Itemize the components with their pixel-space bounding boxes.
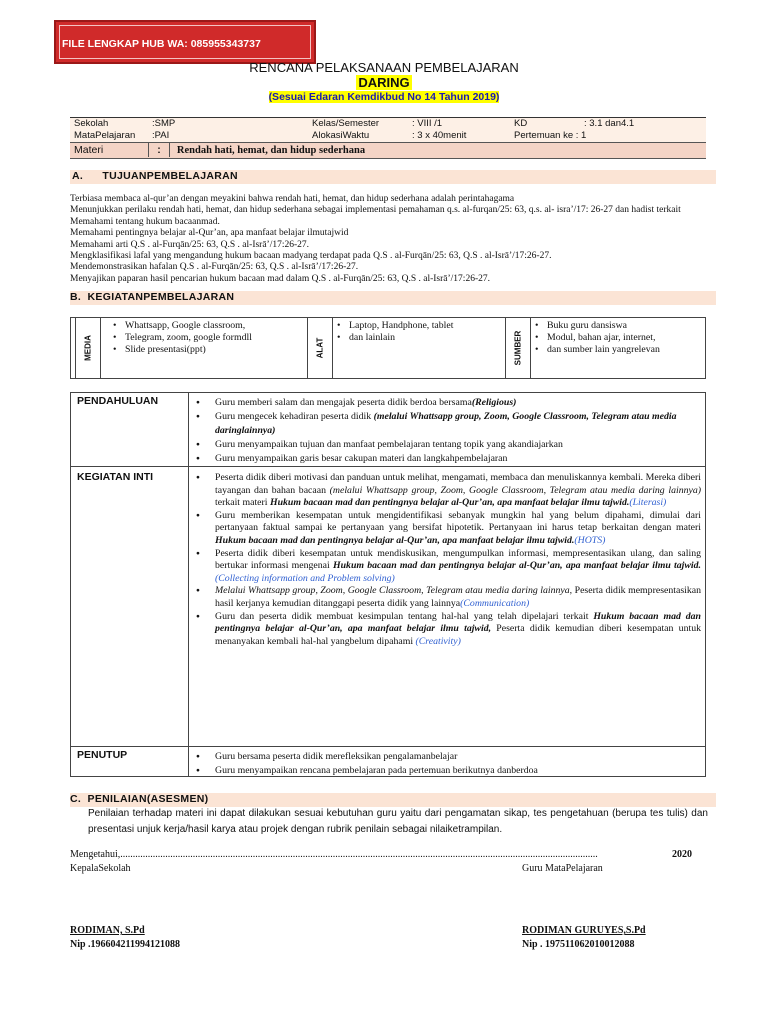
mengetahui-label: Mengetahui, xyxy=(70,849,121,860)
pendahuluan-text-1: Guru memberi salam dan mengajak peserta didik berdoa bersama xyxy=(215,397,472,408)
document-note xyxy=(0,91,768,103)
section-b-heading xyxy=(70,291,716,305)
activities-divider-2 xyxy=(71,746,705,747)
objective-item: Menyajikan paparan hasil pencarian hukum bacaan mad dalam Q.S . al-Furqān/25: 63, Q.S . al-Isrā’/17:26-27. xyxy=(70,273,490,284)
media-item: • Slide presentasi(ppt) xyxy=(109,344,252,356)
materi-colon: : xyxy=(148,143,170,157)
inti-italic: (melalui Whattsapp group, Zoom, Google Classroom, Telegram atau media daring lainnya) xyxy=(329,484,701,496)
left-signer-name: RODIMAN, S.Pd xyxy=(70,925,145,936)
cell-value-mapel: :PAI xyxy=(152,130,170,141)
cell-value-sekolah: :SMP xyxy=(152,118,176,129)
cell-pertemuan: Pertemuan ke : 1 xyxy=(514,130,587,141)
cell-label-kelas: Kelas/Semester xyxy=(312,118,380,129)
alat-item: • Laptop, Handphone, tablet xyxy=(333,320,453,332)
media-table xyxy=(70,317,706,379)
inti-text: Guru dan peserta didik membuat kesimpulan tentang hal-hal yang telah dipelajari terkait xyxy=(215,610,594,622)
document-subtitle xyxy=(0,75,768,90)
inti-item-literasi xyxy=(195,472,701,510)
inti-emph: Hukum bacaan mad dan pentingnya belajar al-Qur’an, apa manfaat belajar ilmu tajwid, xyxy=(215,610,701,635)
materi-label: Materi xyxy=(74,144,104,156)
sumber-item: • Modul, bahan ajar, internet, xyxy=(531,332,660,344)
section-a-heading xyxy=(70,170,716,184)
penutup-item: ● Guru menyampaikan rencana pembelajaran pada pertemuan berikutnya danberdoa xyxy=(195,764,701,778)
media-label: MEDIA xyxy=(83,335,93,361)
pendahuluan-emph-2: (melalui Whattsapp group, Zoom, Google Classroom, Telegram atau media daringlainnya) xyxy=(215,411,677,436)
right-signer-nip: Nip . 197511062010012088 xyxy=(522,939,635,950)
inti-item-collecting xyxy=(195,548,701,586)
left-signer-nip: Nip .196604211994121088 xyxy=(70,939,181,950)
cell-value-kd: : 3.1 dan4.1 xyxy=(584,118,635,129)
inti-item-communication xyxy=(195,585,701,610)
pendahuluan-item xyxy=(195,396,701,410)
sumber-label-cell xyxy=(505,318,531,378)
contact-banner xyxy=(54,20,316,64)
sumber-label: SUMBER xyxy=(513,330,523,366)
section-a-title: A. TUJUANPEMBELAJARAN xyxy=(72,170,238,182)
inti-italic: Melalui Whattsapp group, Zoom, Google Classroom, Telegram atau media daring lainnya, xyxy=(215,585,573,597)
inti-tag-creativity: (Creativity) xyxy=(415,635,461,647)
materi-row xyxy=(70,143,706,159)
objective-item: Menunjukkan perilaku rendah hati, hemat, dan hidup sederhana sebagai implementasi pemahaman q.s. al-furqan/25: 63, q.s. al- isra’/17: 26-27 dan hadist terkait xyxy=(70,205,681,216)
materi-value: Rendah hati, hemat, dan hidup sederhana xyxy=(176,145,366,156)
materi-content xyxy=(148,143,706,159)
alat-label-cell xyxy=(307,318,333,378)
alat-item-continued xyxy=(333,332,453,344)
objective-item: Terbiasa membaca al-qur’an dengan meyakini bahwa rendah hati, hemat, dan hidup sederhana adalah perintahagama xyxy=(70,194,515,204)
note-highlight: (Sesuai Edaran Kemdikbud No 14 Tahun 2019) xyxy=(268,91,500,103)
cell-label-alokasi: AlokasiWaktu xyxy=(312,130,370,141)
cell-label-kd: KD xyxy=(514,118,528,129)
activities-divider-1 xyxy=(71,466,705,467)
media-list xyxy=(109,320,252,356)
objective-item: Memahami pentingnya belajar al-Qur’an, apa manfaat belajar ilmutajwid xyxy=(70,228,349,239)
identity-row-2 xyxy=(70,130,706,143)
inti-list xyxy=(195,472,701,648)
banner-text: FILE LENGKAP HUB WA: 085955343737 xyxy=(62,38,261,50)
alat-list xyxy=(333,320,453,344)
pendahuluan-item: ● Guru menyampaikan tujuan dan manfaat pembelajaran tentang topik yang akandiajarkan xyxy=(195,438,701,452)
inti-tag-literasi: (Literasi) xyxy=(629,497,667,509)
subtitle-highlight: DARING xyxy=(358,75,410,90)
cell-label-sekolah: Sekolah xyxy=(74,118,109,129)
inti-text: Peserta didik kemudian diberi kesempatan untuk menanyakan kembali hal-hal yangbelum dipahami xyxy=(215,623,701,647)
penutup-list xyxy=(195,750,701,778)
cell-label-mapel: MataPelajaran xyxy=(74,130,136,141)
inti-text: Guru memberikan kesempatan untuk mengidentifikasi sebanyak mungkin hal yang belum dipahami, dimulai dari pertanyaan faktual sampai ke pertanyaan yang bersifat hipotetik. Pertanyaan ini harus tetap berkaitan dengan materi xyxy=(215,509,701,534)
media-item-continued xyxy=(109,332,252,344)
objective-item: Mengklasifikasi lafal yang mengandung hukum bacaan madyang terdapat pada Q.S . al-Furqān/25: 63, Q.S . al-Isrā’/17:26-27. xyxy=(70,251,552,262)
media-label-cell xyxy=(75,318,101,378)
objective-item: Memahami arti Q.S . al-Furqān/25: 63, Q.S . al-Isrā’/17:26-27. xyxy=(70,239,310,250)
pendahuluan-list xyxy=(195,396,701,466)
right-signer-role: Guru MataPelajaran xyxy=(522,863,603,874)
identity-row-1 xyxy=(70,118,706,131)
signature-date-line xyxy=(70,849,700,860)
sumber-item: • Buku guru dansiswa xyxy=(531,320,660,332)
left-signer-role: KepalaSekolah xyxy=(70,863,131,874)
pendahuluan-label: PENDAHULUAN xyxy=(77,395,159,407)
section-b-title: B. KEGIATANPEMBELAJARAN xyxy=(70,291,235,303)
inti-item-creativity xyxy=(195,611,701,649)
sumber-list xyxy=(531,320,660,356)
inti-text: Peserta didik diberi motivasi dan panduan untuk melihat, mengamati, membaca dan menuliskannya kembali. Mereka diberi tayangan dan bahan bacaan xyxy=(215,472,701,496)
inti-text: Peserta didik mempresentasikan hasil kerjanya kemudian ditanggapi peserta didik yang lainnya xyxy=(215,585,701,609)
media-item: • Whattsapp, Google classroom, xyxy=(109,320,252,332)
document-title: RENCANA PELAKSANAAN PEMBELAJARAN xyxy=(249,60,519,75)
section-c-heading xyxy=(70,793,716,807)
inti-text: terkait materi xyxy=(215,497,270,509)
inti-item-hots xyxy=(195,510,701,548)
signature-year: 2020 xyxy=(672,849,692,860)
inti-text: Peserta didik diberi kesempatan untuk mendiskusikan, mengumpulkan informasi, mempresentasikan ulang, dan saling bertukar informasi mengenai xyxy=(215,547,701,572)
assessment-text: Penilaian terhadap materi ini dapat dilakukan sesuai kebutuhan guru yaitu dari pengamatan sikap, tes pengetahuan (berupa tes tulis) dan presentasi unjuk kerja/hasil karya atau projek dengan rubrik penilain sebagai nilaiketrampilan. xyxy=(88,808,708,835)
sumber-item-text: dan sumber lain yangrelevan xyxy=(547,344,660,355)
pendahuluan-text-2: Guru mengecek kehadiran peserta didik xyxy=(215,411,374,422)
inti-tag-communication: (Communication) xyxy=(460,597,530,609)
date-dots: ............................................................................................................................................................................................... xyxy=(120,849,598,860)
sumber-item-continued xyxy=(531,344,660,356)
inti-emph: Hukum bacaan mad dan pentingnya belajar al-Qur’an, apa manfaat belajar ilmu tajwid. xyxy=(269,497,630,509)
alat-item-text: dan lainlain xyxy=(349,332,395,343)
pendahuluan-emph-1: (Religious) xyxy=(471,397,517,408)
cell-value-alokasi: : 3 x 40menit xyxy=(412,130,467,141)
identity-table xyxy=(70,117,706,159)
media-item-text: Telegram, zoom, google formdll xyxy=(125,332,252,343)
section-c-title: C. PENILAIAN(ASESMEN) xyxy=(70,793,209,805)
pendahuluan-item xyxy=(195,410,701,438)
inti-label: KEGIATAN INTI xyxy=(77,471,154,483)
learning-objectives xyxy=(70,194,768,285)
activities-table xyxy=(70,392,706,777)
right-signer-name: RODIMAN GURUYES,S.Pd xyxy=(522,925,646,936)
objective-item: Memahami tentang hukum bacaanmad. xyxy=(70,216,220,227)
inti-tag-collecting: (Collecting information and Problem solving) xyxy=(215,572,395,584)
penutup-label: PENUTUP xyxy=(77,749,128,761)
activities-divider-vertical xyxy=(188,393,189,776)
inti-emph: Hukum bacaan mad dan pentingnya belajar al-Qur’an, apa manfaat belajar ilmu tajwid. xyxy=(332,560,701,572)
cell-value-kelas: : VIII /1 xyxy=(412,118,443,129)
inti-emph: Hukum bacaan mad dan pentingnya belajar al-Qur’an, apa manfaat belajar ilmu tajwid. xyxy=(215,534,575,546)
objective-item: Mendemonstrasikan hafalan Q.S . al-Furqān/25: 63, Q.S . al-Isrā’/17:26-27. xyxy=(70,262,359,273)
penutup-item: ● Guru bersama peserta didik merefleksikan pengalamanbelajar xyxy=(195,750,701,764)
pendahuluan-item: ● Guru menyampaikan garis besar cakupan materi dan langkahpembelajaran xyxy=(195,452,701,466)
inti-tag-hots: (HOTS) xyxy=(574,534,606,546)
alat-label: ALAT xyxy=(315,337,325,359)
